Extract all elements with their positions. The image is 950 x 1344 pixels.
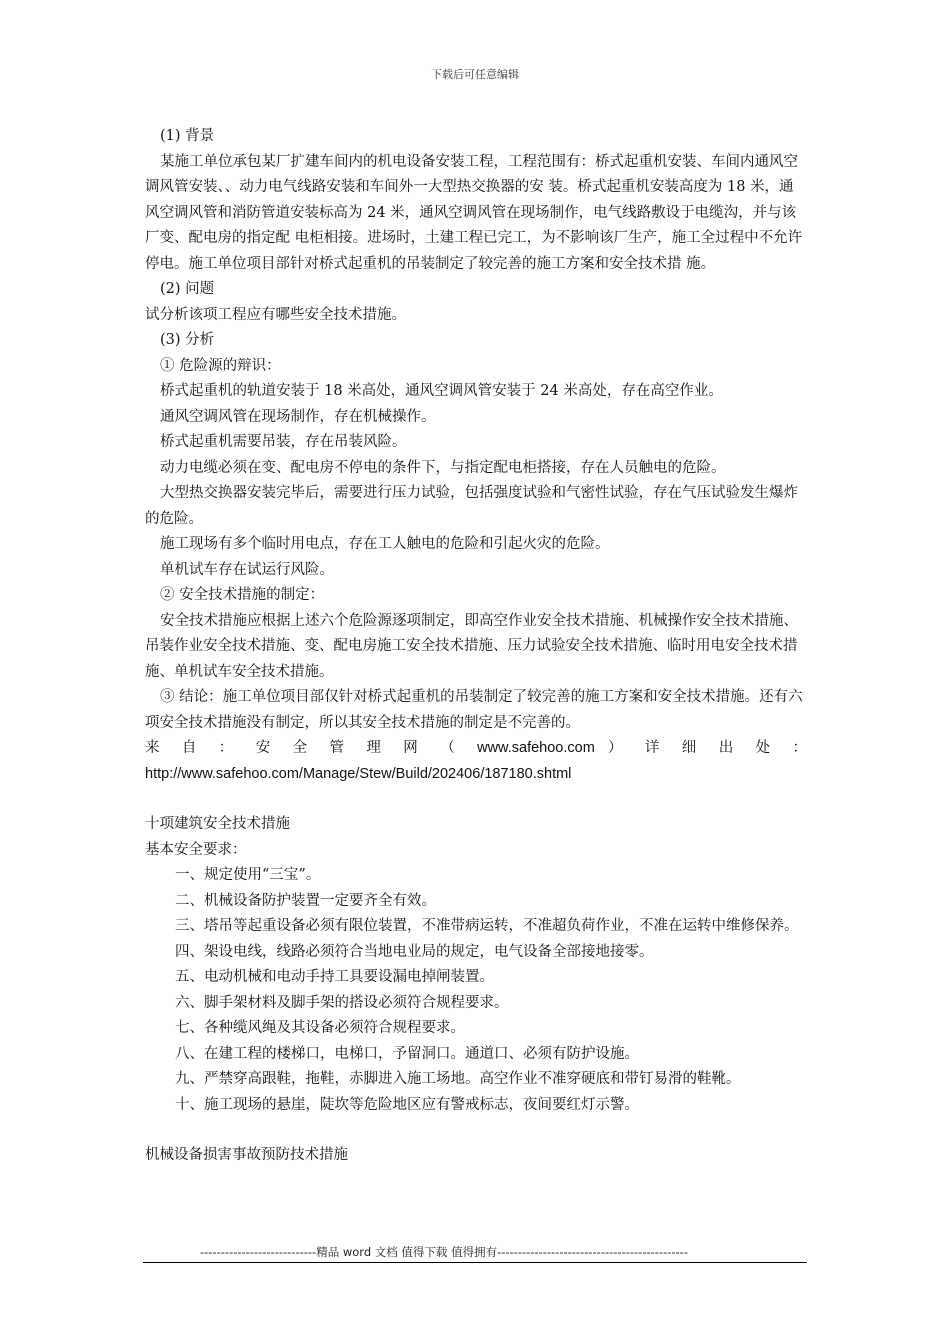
hazard-item: 大型热交换器安装完毕后，需要进行压力试验，包括强度试验和气密性试验，存在气压试验发生爆炸的危险。 (145, 485, 798, 527)
machinery-section-title: 机械设备损害事故预防技术措施 (145, 1147, 348, 1163)
rule-item: 一、规定使用“三宝”。 (175, 867, 321, 883)
rule-item: 二、机械设备防护装置一定要齐全有效。 (175, 892, 436, 909)
section-question-title: (2) 问题 (160, 281, 215, 297)
rule-item: 七、各种缆风绳及其设备必须符合规程要求。 (175, 1020, 465, 1036)
section-question-body: 试分析该项工程应有哪些安全技术措施。 (145, 306, 406, 323)
rule-item: 十、施工现场的悬崖，陡坎等危险地区应有警戒标志，夜间要红灯示警。 (175, 1096, 639, 1113)
rule-item: 六、脚手架材料及脚手架的搭设必须符合规程要求。 (175, 994, 509, 1011)
rule-item: 八、在建工程的楼梯口，电梯口，予留洞口。通道口、必须有防护设施。 (175, 1045, 639, 1062)
hazard-id-title: ① 危险源的辩识： (160, 357, 281, 374)
hazard-item: 单机试车存在试运行风险。 (160, 561, 334, 578)
section-background-title: (1) 背景 (160, 128, 215, 144)
source-url[interactable]: http://www.safehoo.com/Manage/Stew/Build/202406/187180.shtml (145, 765, 572, 782)
basic-requirements-title: 基本安全要求： (145, 841, 247, 858)
hazard-item: 施工现场有多个临时用电点，存在工人触电的危险和引起火灾的危险。 (160, 536, 610, 552)
source-line: 来 自 ： 安 全 管 理 网 （ www.safehoo.com ） 详 细 出 处 ： (145, 740, 807, 756)
ten-measures-title: 十项建筑安全技术措施 (145, 816, 290, 832)
hazard-item: 通风空调风管在现场制作，存在机械操作。 (160, 408, 436, 425)
page-footer: ----------------------------精品 word 文档 值得下载 值得拥有---------------------------------------------- (200, 1245, 688, 1259)
section-background-body: 某施工单位承包某厂扩建车间内的机电设备安装工程，工程范围有：桥式起重机安装、车间内通风空调风管安装、、动力电气线路安装和车间外一大型热交换器的安 装。桥式起重机安装高度为 18 米，通风空调风管和消防管道安装标高为 24 米，通风空调风管在现场制作，电气线路敷设于电缆沟，并与该厂变、配电房的指定配 电柜相接。进场时，土建工程已完工，为不影响该厂生产，施工全过程中不允许停电。施工单位项目部针对桥式起重机的吊装制定了较完善的施工方案和安全技术措 施。 (145, 153, 803, 272)
hazard-item: 动力电缆必须在变、配电房不停电的条件下，与指定配电柜搭接，存在人员触电的危险。 (160, 459, 726, 476)
conclusion-body: ③ 结论：施工单位项目部仅针对桥式起重机的吊装制定了较完善的施工方案和安全技术措施。还有六项安全技术措施没有制定，所以其安全技术措施的制定是不完善的。 (145, 689, 803, 731)
document-body (145, 124, 807, 1169)
measures-title: ② 安全技术措施的制定： (160, 587, 325, 603)
measures-body: 安全技术措施应根据上述六个危险源逐项制定，即高空作业安全技术措施、机械操作安全技术措施、吊装作业安全技术措施、变、配电房施工安全技术措施、压力试验安全技术措施、临时用电安全技术措施、单机试车安全技术措施。 (145, 612, 798, 680)
spacer (145, 1118, 807, 1143)
rule-item: 四、架设电线，线路必须符合当地电业局的规定，电气设备全部接地接零。 (175, 943, 654, 960)
rule-item: 三、塔吊等起重设备必须有限位装置，不准带病运转，不准超负荷作业，不准在运转中维修保养。 (175, 918, 799, 934)
section-analysis-title: (3) 分析 (160, 332, 215, 348)
footer-divider (143, 1262, 807, 1263)
page-header: 下载后可任意编辑 (431, 68, 519, 81)
spacer (145, 787, 807, 812)
rule-item: 五、电动机械和电动手持工具要设漏电掉闸装置。 (175, 969, 494, 985)
hazard-item: 桥式起重机需要吊装，存在吊装风险。 (160, 434, 407, 450)
hazard-item: 桥式起重机的轨道安装于 18 米高处，通风空调风管安装于 24 米高处，存在高空作业。 (160, 383, 723, 399)
rule-item: 九、严禁穿高跟鞋，拖鞋，赤脚进入施工场地。高空作业不准穿硬底和带钉易滑的鞋靴。 (175, 1071, 741, 1087)
